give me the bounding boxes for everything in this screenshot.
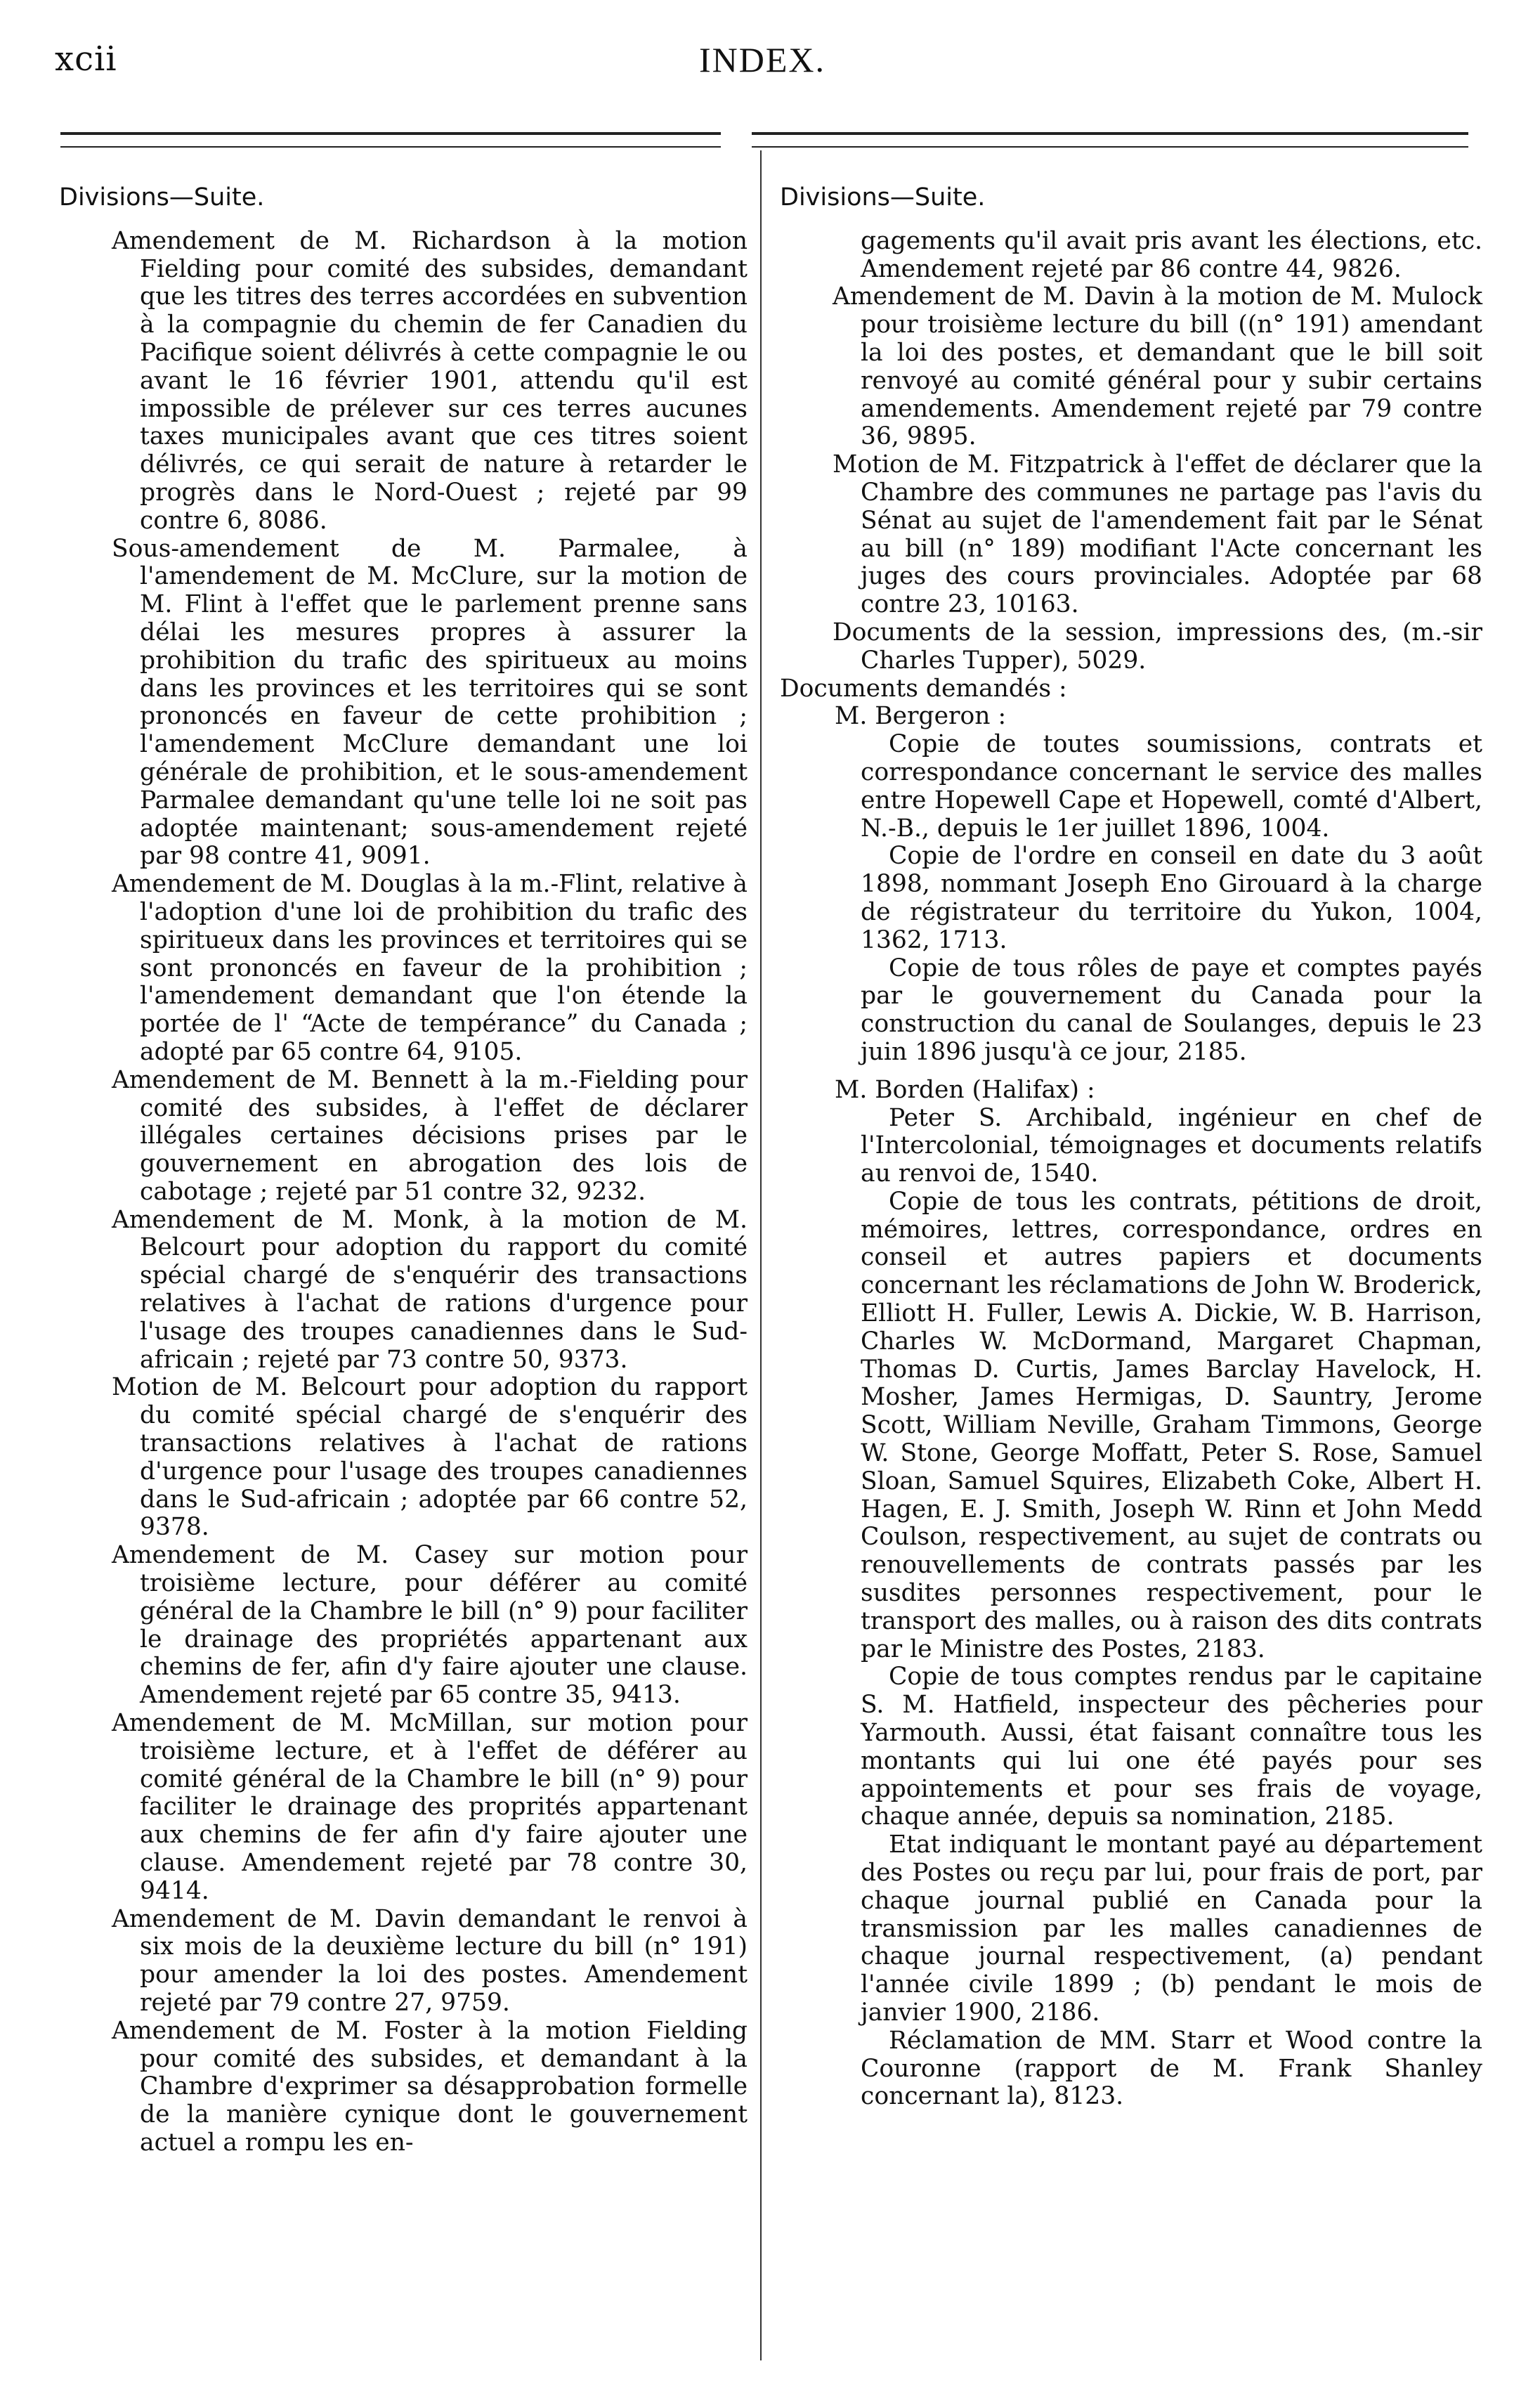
column-divider: [760, 150, 762, 2360]
index-entry: Amendement de M. Richardson à la motion Fielding pour comité des subsides, demandant que les titres des terres accordées en subvention à la compagnie du chemin de fer Canadien du Pacifique soient délivrés à cette compagnie le ou avant le 16 février 1901, attendu qu'il est impossible de prélever sur ces terres aucunes taxes municipales avant que ces titres soient délivrés, ce qui serait de nature à retarder le progrès dans le Nord-Ouest ; rejeté par 99 contre 6, 8086.: [112, 226, 748, 535]
section-label: Divisions—Suite.: [780, 183, 986, 212]
index-entry: Amendement de M. Monk, à la motion de M. Belcourt pour adoption du rapport du comité spécial chargé de s'enquérir des transactions relatives à l'achat de rations d'urgence pour l'usage des troupes canadiennes dans le Sud-africain ; rejeté par 73 contre 50, 9373.: [112, 1205, 748, 1374]
section-label: Divisions—Suite.: [59, 183, 265, 212]
right-column: [780, 184, 1482, 2111]
index-entry: Amendement de M. Davin à la motion de M. Mulock pour troisième lecture du bill ((n° 191) amendant la loi des postes, et demandant que le bill soit renvoyé au comité général pour y subir certains amendements. Amendement rejeté par 79 contre 36, 9895.: [833, 282, 1482, 451]
page-number: xcii: [55, 39, 117, 79]
index-entry: Amendement de M. Bennett à la m.-Fielding pour comité des subsides, à l'effet de déclarer illégales certaines décisions prises par le gouvernement en abrogation des lois de cabotage ; rejeté par 51 contre 32, 9232.: [112, 1065, 748, 1206]
index-entry: Amendement de M. Casey sur motion pour troisième lecture, pour déférer au comité général de la Chambre le bill (n° 9) pour faciliter le drainage des propriétés appartenant aux chemins de fer, afin d'y faire ajouter une clause. Amendement rejeté par 65 contre 35, 9413.: [112, 1541, 748, 1710]
index-entry: Amendement de M. Davin demandant le renvoi à six mois de la deuxième lecture du bill (n° 191) pour amender la loi des postes. Amendement rejeté par 79 contre 27, 9759.: [112, 1904, 748, 2017]
index-entry: Sous-amendement de M. Parmalee, à l'amendement de M. McClure, sur la motion de M. Flint à l'effet que le parlement prenne sans délai les mesures propres à assurer la prohibition du trafic des spiritueux au moins dans les provinces et les territoires qui se sont prononcés en faveur de cette prohibition ; l'amendement McClure demandant une loi générale de prohibition, et le sous-amendement Parmalee demandant qu'une telle loi ne soit pas adoptée maintenant; sous-amendement rejeté par 98 contre 41, 9091.: [112, 534, 748, 871]
spacer: [780, 1067, 1482, 1077]
member-heading-bergeron: M. Bergeron :: [835, 702, 1007, 731]
document-entry: Copie de l'ordre en conseil en date du 3 août 1898, nommant Joseph Eno Girouard à la charge de régistrateur du territoire du Yukon, 1004, 1362, 1713.: [861, 842, 1482, 954]
document-entry: Réclamation de MM. Starr et Wood contre la Couronne (rapport de M. Frank Shanley concernant la), 8123.: [861, 2026, 1482, 2111]
document-entry: Copie de tous les contrats, pétitions de droit, mémoires, lettres, correspondance, ordres en conseil et autres papiers et documents concernant les réclamations de John W. Broderick, Elliott H. Fuller, Lewis A. Dickie, W. B. Harrison, Charles W. McDormand, Margaret Chapman, Thomas D. Curtis, James Barclay Havelock, H. Mosher, James Hermigas, D. Sauntry, Jerome Scott, William Neville, Graham Timmons, George W. Stone, George Moffatt, Peter S. Rose, Samuel Sloan, Samuel Squires, Elizabeth Coke, Albert H. Hagen, E. J. Smith, Joseph W. Rinn et John Medd Coulson, respectivement, au sujet de contrats ou renouvellements de contrats passés par les susdites personnes respectivement, pour le transport des malles, ou à raison des dits contrats par le Ministre des Postes, 2183.: [861, 1187, 1482, 1663]
index-entry: Motion de M. Fitzpatrick à l'effet de déclarer que la Chambre des communes ne partage pas l'avis du Sénat au sujet de l'amendement fait par le Sénat au bill (n° 189) modifiant l'Acte concernant les juges des cours provinciales. Adoptée par 68 contre 23, 10163.: [833, 450, 1482, 619]
document-entry: Copie de tous comptes rendus par le capitaine S. M. Hatfield, inspecteur des pêcheries pour Yarmouth. Aussi, état faisant connaître tous les montants qui lui one été payés pour ses appointements et pour ses frais de voyage, chaque année, depuis sa nomination, 2185.: [861, 1663, 1482, 1831]
member-heading-borden: M. Borden (Halifax) :: [835, 1075, 1095, 1104]
index-entry-continuation: gagements qu'il avait pris avant les élections, etc. Amendement rejeté par 86 contre 44, 9826.: [861, 226, 1482, 283]
page-header: [49, 39, 1475, 96]
document-entry: Etat indiquant le montant payé au département des Postes ou reçu par lui, pour frais de port, par chaque journal publié en Canada pour la transmission par les malles canadiennes de chaque journal respectivement, (a) pendant l'année civile 1899 ; (b) pendant le mois de janvier 1900, 2186.: [861, 1831, 1482, 2027]
document-entry: Copie de toutes soumissions, contrats et correspondance concernant le service des malles entre Hopewell Cape et Hopewell, comté d'Albert, N.-B., depuis le 1er juillet 1896, 1004.: [861, 730, 1482, 843]
header-rule-left: [60, 132, 721, 148]
index-entry: Amendement de M. Douglas à la m.-Flint, relative à l'adoption d'une loi de prohibition du trafic des spiritueux dans les provinces et territoires qui se sont prononcés en faveur de la prohibition ; l'amendement demandant que l'on étende la portée de l' “Acte de tempérance” du Canada ; adopté par 65 contre 64, 9105.: [112, 870, 748, 1066]
index-entry: Motion de M. Belcourt pour adoption du rapport du comité spécial chargé de s'enquérir des transactions relatives à l'achat de rations d'urgence pour l'usage des troupes canadiennes dans le Sud-africain ; adoptée par 66 contre 52, 9378.: [112, 1373, 748, 1542]
document-entry: Copie de tous rôles de paye et comptes payés par le gouvernement du Canada pour la construction du canal de Soulanges, depuis le 23 juin 1896 jusqu'à ce jour, 2185.: [861, 954, 1482, 1066]
left-column: [59, 184, 748, 2157]
index-entry: Amendement de M. Foster à la motion Fielding pour comité des subsides, et demandant à la Chambre d'exprimer sa désapprobation formelle de la manière cynique dont le gouvernement actuel a rompu les en-: [112, 2016, 748, 2157]
page-title: INDEX.: [698, 40, 826, 79]
document-entry: Peter S. Archibald, ingénieur en chef de l'Intercolonial, témoignages et documents relatifs au renvoi de, 1540.: [861, 1103, 1482, 1188]
index-entry: Documents de la session, impressions des, (m.-sir Charles Tupper), 5029.: [833, 618, 1482, 675]
header-rule-right: [752, 132, 1468, 148]
documents-heading: Documents demandés :: [780, 674, 1067, 703]
index-entry: Amendement de M. McMillan, sur motion pour troisième lecture, et à l'effet de déférer au comité général de la Chambre le bill (n° 9) pour faciliter le drainage des proprités appartenant aux chemins de fer afin d'y faire ajouter une clause. Amendement rejeté par 78 contre 30, 9414.: [112, 1709, 748, 1905]
